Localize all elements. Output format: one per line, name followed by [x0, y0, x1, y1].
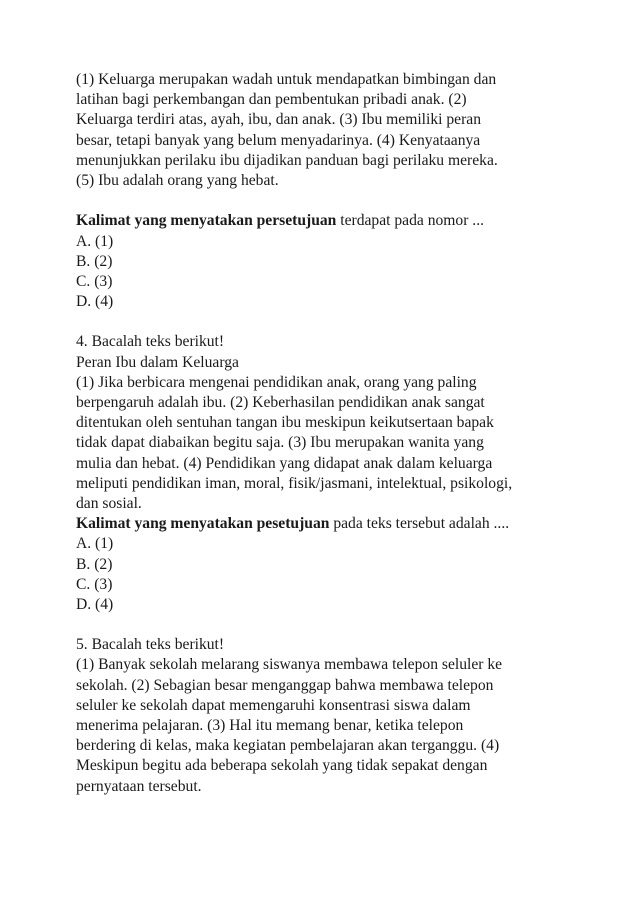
passage-line: pernyataan tersebut. [76, 777, 202, 795]
passage-line: latihan bagi perkembangan dan pembentukan pribadi anak. (2) [76, 91, 467, 109]
passage-line: ditentukan oleh sentuhan tangan ibu meskipun keikutsertaan bapak [76, 414, 494, 432]
passage-line: (1) Jika berbicara mengenai pendidikan anak, orang yang paling [76, 373, 477, 391]
answer-option: A. (1) [76, 535, 114, 553]
spacer [76, 191, 566, 211]
passage-line: berpengaruh adalah ibu. (2) Keberhasilan pendidikan anak sangat [76, 394, 485, 411]
passage-line: Keluarga terdiri atas, ayah, ibu, dan anak. (3) Ibu memiliki peran [76, 111, 482, 129]
answer-option: D. (4) [76, 293, 114, 311]
passage-line: (5) Ibu adalah orang yang hebat. [76, 171, 279, 189]
passage-line: seluler ke sekolah dapat memengaruhi konsentrasi siswa dalam [76, 696, 471, 714]
question-prompt [76, 514, 566, 534]
answer-option: B. (2) [76, 252, 113, 270]
answer-option: A. (1) [76, 232, 114, 250]
question-prompt-tail: terdapat pada nomor ... [336, 212, 484, 230]
text-title: Peran Ibu dalam Keluarga [76, 353, 239, 371]
answer-option: B. (2) [76, 555, 113, 573]
question-5 [76, 635, 566, 797]
question-prompt-emphasis: Kalimat yang menyatakan persetujuan [76, 212, 337, 230]
passage-line: menerima pelajaran. (3) Hal itu memang benar, ketika telepon [76, 717, 464, 734]
answer-option: D. (4) [76, 595, 114, 613]
document-page [76, 70, 566, 797]
passage-line: mulia dan hebat. (4) Pendidikan yang didapat anak dalam keluarga [76, 454, 493, 472]
passage-line: tidak dapat diabaikan begitu saja. (3) Ibu merupakan wanita yang [76, 434, 484, 452]
question-prompt-emphasis: Kalimat yang menyatakan pesetujuan [76, 515, 330, 533]
question-prompt-tail: pada teks tersebut adalah .... [329, 515, 510, 533]
passage-line: dan sosial. [76, 494, 142, 512]
spacer [76, 312, 566, 332]
question-prompt [76, 211, 566, 231]
question-4 [76, 332, 566, 615]
question-heading: 4. Bacalah teks berikut! [76, 333, 225, 351]
passage-line: (1) Keluarga merupakan wadah untuk mendapatkan bimbingan dan [76, 71, 497, 88]
passage-line: berdering di kelas, maka kegiatan pembelajaran akan terganggu. (4) [76, 737, 500, 755]
question-3 [76, 211, 566, 312]
passage-line: sekolah. (2) Sebagian besar menganggap bahwa membawa telepon [76, 676, 494, 694]
passage-line: besar, tetapi banyak yang belum menyadarinya. (4) Kenyataanya [76, 131, 481, 149]
answer-option: C. (3) [76, 272, 113, 290]
passage-line: (1) Banyak sekolah melarang siswanya membawa telepon seluler ke [76, 656, 503, 674]
passage-line: menunjukkan perilaku ibu dijadikan panduan bagi perilaku mereka. [76, 151, 498, 169]
passage-1 [76, 70, 566, 191]
passage-line: Meskipun begitu ada beberapa sekolah yang tidak sepakat dengan [76, 757, 488, 775]
passage-line: meliputi pendidikan iman, moral, fisik/jasmani, intelektual, psikologi, [76, 474, 513, 492]
answer-option: C. (3) [76, 575, 113, 593]
spacer [76, 615, 566, 635]
question-heading: 5. Bacalah teks berikut! [76, 636, 225, 654]
